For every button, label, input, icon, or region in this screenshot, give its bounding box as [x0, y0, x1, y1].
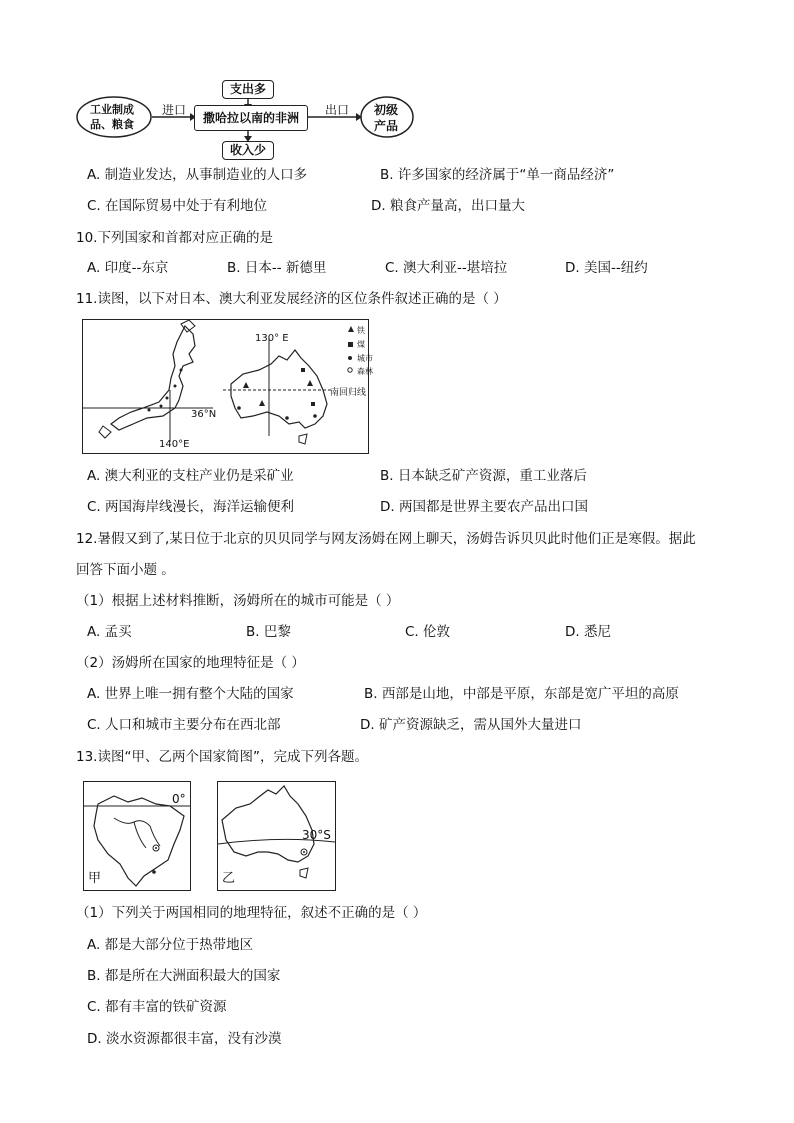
q11-legend-forest: 森林: [357, 367, 373, 376]
q11-option-c: C. 两国海岸线漫长，海洋运输便利: [87, 499, 295, 515]
trade-diagram-arrows: [0, 0, 794, 170]
q13-option-b: B. 都是所在大洲面积最大的国家: [87, 968, 281, 984]
q12-sub1: （1）根据上述材料推断，汤姆所在的城市可能是（ ）: [76, 593, 400, 609]
diagram-left-line2: 品、粮食: [90, 118, 134, 131]
q12-s2-option-d: D. 矿产资源缺乏，需从国外大量进口: [360, 717, 582, 733]
q11-map-lon-au: 130° E: [255, 333, 289, 344]
q13-jia-lat: 0°: [172, 792, 186, 806]
diagram-top-box: 支出多: [222, 80, 274, 99]
q11-map-tropic: 南回归线: [330, 388, 367, 398]
q13-map-yi: [217, 781, 336, 891]
q12-sub2: （2）汤姆所在国家的地理特征是（ ）: [76, 655, 305, 671]
q12-s2-option-b: B. 西部是山地，中部是平原，东部是宽广平坦的高原: [364, 686, 679, 702]
q11-option-b: B. 日本缺乏矿产资源，重工业落后: [380, 468, 587, 484]
q10-option-c: C. 澳大利亚--堪培拉: [385, 260, 508, 276]
diagram-import-label: 进口: [162, 103, 187, 117]
q9-option-b: B. 许多国家的经济属于“单一商品经济”: [380, 167, 615, 183]
q10-option-a: A. 印度--东京: [87, 260, 169, 276]
q13-map-jia: [83, 781, 191, 891]
diagram-left-line1: 工业制成: [90, 103, 134, 116]
q11-legend-coal: 煤: [357, 340, 365, 349]
q11-map-lon-jp: 140°E: [159, 439, 190, 450]
q13-stem: 13.读图“甲、乙两个国家简图”，完成下列各题。: [76, 749, 368, 765]
q12-s1-option-a: A. 孟买: [87, 624, 132, 640]
q11-map-drawing: [83, 320, 368, 453]
q13-sub1: （1）下列关于两国相同的地理特征，叙述不正确的是（ ）: [76, 905, 427, 921]
q10-option-b: B. 日本-- 新德里: [227, 260, 327, 276]
q11-legend-city: 城市: [357, 354, 373, 363]
diagram-export-label: 出口: [325, 103, 350, 117]
q9-option-a: A. 制造业发达，从事制造业的人口多: [87, 167, 308, 183]
q12-s1-option-c: C. 伦敦: [405, 624, 451, 640]
diagram-center-box: 撒哈拉以南的非洲: [194, 105, 308, 131]
q12-stem-line1: 12.暑假又到了,某日位于北京的贝贝同学与网友汤姆在网上聊天，汤姆告诉贝贝此时他们正是寒假。据此: [76, 531, 696, 547]
q13-option-d: D. 淡水资源都很丰富，没有沙漠: [87, 1031, 282, 1047]
q9-option-d: D. 粮食产量高，出口量大: [371, 198, 525, 214]
q10-option-d: D. 美国--纽约: [565, 260, 648, 276]
q13-yi-lat: 30°S: [302, 828, 331, 842]
q11-option-a: A. 澳大利亚的支柱产业仍是采矿业: [87, 468, 294, 484]
q11-stem: 11.读图，以下对日本、澳大利亚发展经济的区位条件叙述正确的是（ ）: [76, 291, 507, 307]
q11-legend-iron: 铁: [357, 326, 365, 335]
q9-option-c: C. 在国际贸易中处于有利地位: [87, 198, 268, 214]
q11-map-lat-jp: 36°N: [191, 409, 217, 420]
q11-option-d: D. 两国都是世界主要农产品出口国: [380, 499, 588, 515]
diagram-bottom-box: 收入少: [222, 141, 274, 160]
q12-s1-option-b: B. 巴黎: [246, 624, 291, 640]
q11-map: [82, 319, 373, 454]
q13-option-a: A. 都是大部分位于热带地区: [87, 937, 254, 953]
q13-yi-label: 乙: [222, 871, 236, 886]
q12-stem-line2: 回答下面小题 。: [76, 562, 175, 578]
q10-stem: 10.下列国家和首都对应正确的是: [76, 230, 273, 246]
q12-s2-option-a: A. 世界上唯一拥有整个大陆的国家: [87, 686, 294, 702]
q13-jia-label: 甲: [88, 871, 102, 886]
diagram-right-line2: 产品: [374, 119, 399, 133]
q12-s2-option-c: C. 人口和城市主要分布在西北部: [87, 717, 281, 733]
q13-option-c: C. 都有丰富的铁矿资源: [87, 999, 227, 1015]
q12-s1-option-d: D. 悉尼: [565, 624, 611, 640]
diagram-right-line1: 初级: [374, 103, 399, 117]
